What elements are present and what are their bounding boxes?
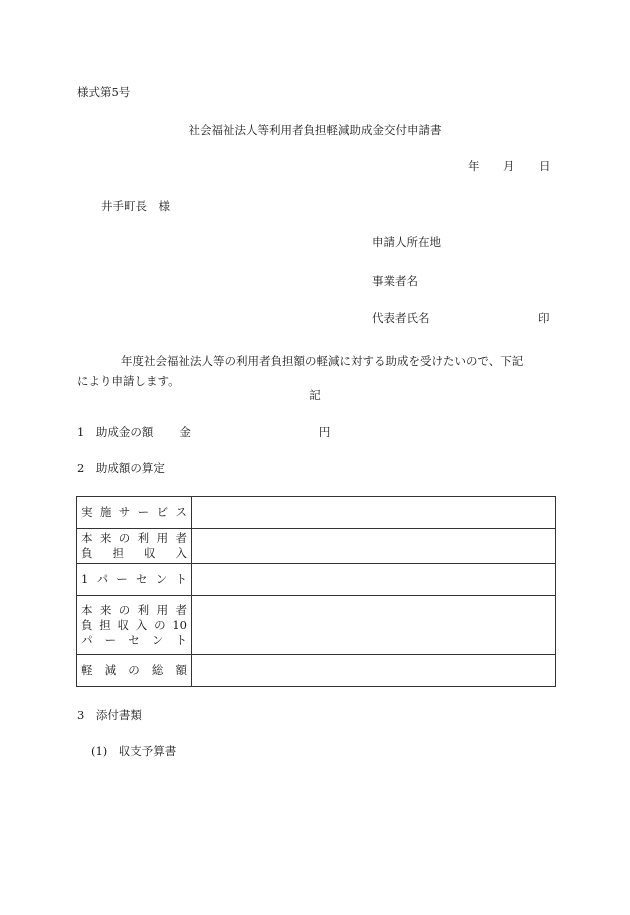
calc-row-label-char: 10 — [172, 617, 187, 632]
subsidy-amount-label: 1 助成金の額 — [77, 425, 154, 439]
calc-row-label-char: 用 — [156, 531, 169, 545]
calc-row-value[interactable] — [192, 596, 556, 655]
calc-row-label-char: ト — [175, 632, 187, 647]
ki-heading: 記 — [309, 388, 321, 402]
attachments-heading: 3 添付書類 — [77, 708, 142, 722]
calc-row-label-line — [81, 531, 187, 546]
calc-row-1 — [77, 529, 556, 564]
statement-line-2: により申請します。 — [77, 374, 180, 388]
calc-row-label-char: 収 — [117, 617, 130, 632]
date-month-label: 月 — [503, 159, 515, 173]
representative-name-label: 代表者氏名 — [372, 311, 430, 325]
calc-row-label-line — [81, 633, 187, 648]
calc-row-label-char: 利 — [137, 602, 150, 617]
calc-row-label-char: ー — [104, 632, 117, 647]
calc-row-4 — [77, 655, 556, 687]
calc-row-value[interactable] — [192, 655, 556, 687]
calc-row-label-char: 総 — [151, 663, 164, 677]
calc-row-label-line — [81, 546, 187, 561]
calc-row-label — [77, 529, 192, 564]
business-name-label: 事業者名 — [372, 274, 418, 288]
calc-row-label-char: 来 — [99, 531, 112, 545]
calc-row-label-line — [81, 572, 187, 587]
calc-row-label-char: 額 — [175, 663, 187, 677]
calc-row-label-char: の — [128, 663, 140, 677]
calc-row-label-char: 来 — [99, 602, 112, 617]
calc-row-label-char: 減 — [104, 663, 117, 677]
applicant-address-label: 申請人所在地 — [372, 235, 441, 249]
form-number: 様式第5号 — [77, 85, 131, 99]
calc-row-3 — [77, 596, 556, 655]
calc-row-label-line — [81, 663, 187, 678]
attachment-item: (1) 収支予算書 — [91, 744, 177, 758]
calc-row-label-char: 担 — [112, 546, 124, 560]
calc-row-label-char: パ — [96, 572, 109, 586]
calc-row-label-char: 本 — [81, 602, 93, 617]
statement-line-1: 年度社会福祉法人等の利用者負担額の軽減に対する助成を受けたいので、下記 — [121, 354, 524, 368]
calc-row-label-char: 担 — [99, 617, 111, 632]
application-statement — [77, 351, 551, 391]
calc-row-label-char: 軽 — [81, 663, 93, 677]
document-title: 社会福祉法人等利用者負担軽減助成金交付申請書 — [188, 123, 442, 137]
calc-row-label-char: 入 — [175, 546, 187, 560]
calculation-heading: 2 助成額の算定 — [77, 461, 165, 475]
calc-row-label-char: 負 — [81, 546, 93, 560]
amount-prefix: 金 — [179, 425, 191, 439]
calculation-table — [76, 496, 556, 687]
calc-row-label-char: の — [118, 531, 131, 545]
calc-row-label-char: ー — [116, 572, 128, 586]
calc-row-2 — [77, 564, 556, 596]
calc-row-label-char: 者 — [175, 531, 187, 545]
date-day-label: 日 — [539, 159, 551, 173]
calc-row-label-char: ー — [137, 505, 150, 519]
calc-row-label-char: パ — [81, 632, 93, 647]
calc-row-label-line — [81, 505, 187, 520]
calc-row-label-char: ン — [151, 632, 164, 647]
calc-row-0 — [77, 497, 556, 529]
calc-row-label-char: の — [118, 602, 131, 617]
calc-row-label — [77, 655, 192, 687]
calc-row-value[interactable] — [192, 529, 556, 564]
calc-row-label-char: 実 — [81, 505, 93, 519]
calc-row-label-char: 入 — [135, 617, 148, 632]
amount-unit: 円 — [318, 425, 331, 439]
calc-row-label-char: ス — [175, 505, 187, 519]
addressee: 井手町長 様 — [101, 199, 170, 213]
calc-row-label-char: セ — [128, 632, 140, 647]
calc-row-label-char: 施 — [99, 505, 112, 519]
calc-row-label-char: セ — [136, 572, 148, 586]
date-year-label: 年 — [468, 159, 480, 173]
calc-row-label-line — [81, 603, 187, 618]
calc-row-label — [77, 596, 192, 655]
subsidy-amount-row — [77, 427, 330, 439]
calc-row-label-char: 負 — [81, 617, 93, 632]
calc-row-label-char: 収 — [144, 546, 156, 560]
calc-row-label — [77, 497, 192, 529]
calc-row-label-char: 1 — [81, 572, 89, 586]
calc-row-value[interactable] — [192, 564, 556, 596]
calc-row-label-char: ン — [155, 572, 168, 586]
calc-row-label-line — [81, 618, 187, 633]
calc-row-label-char: 用 — [156, 602, 169, 617]
calc-row-label-char: 本 — [81, 531, 93, 545]
calc-row-label-char: 利 — [137, 531, 150, 545]
calc-row-label-char: サ — [118, 505, 131, 519]
calc-row-label-char: の — [154, 617, 166, 632]
calc-row-label-char: ビ — [156, 505, 169, 519]
calc-row-label-char: ト — [175, 572, 187, 586]
calc-row-label-char: 者 — [175, 602, 187, 617]
seal-mark: 印 — [538, 311, 550, 325]
calc-row-label — [77, 564, 192, 596]
calc-row-value[interactable] — [192, 497, 556, 529]
